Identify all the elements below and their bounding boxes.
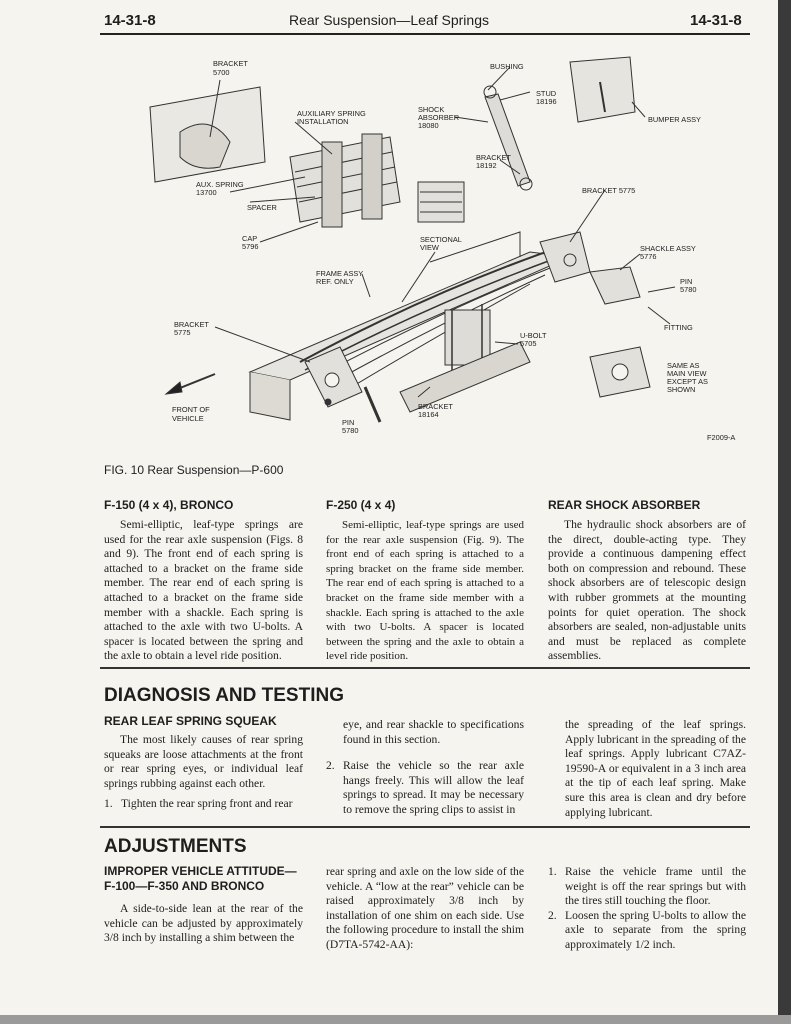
label-pin-bottom: PIN [342,418,355,427]
label-bracket-18192: BRACKET [476,153,511,162]
col2-diagnosis [326,718,524,818]
section-rule-1 [100,667,750,669]
aux-spring-assy [290,137,400,222]
label-same-2: MAIN VIEW [667,369,707,378]
label-bracket-5700-num: 5700 [213,68,230,77]
rear-suspension-diagram [100,42,750,452]
label-bracket-18192-num: 18192 [476,161,497,170]
steps-adjustments [548,865,746,953]
label-same-3: EXCEPT AS [667,377,708,386]
step-2-text: Raise the vehicle so the rear axle hangs freely. This will allow the leaf springs to spread. It may be necessary to remove the spring clips to assist in [343,759,524,816]
step-1-text: Tighten the rear spring front and rear [121,797,293,811]
adjust-step-1-num: 1. [548,865,557,878]
label-bracket-18164-num: 18164 [418,410,439,419]
step-1-num: 1. [104,797,113,811]
subheading-attitude-2: F-100—F-350 AND BRONCO [104,879,265,893]
pin-bottom [365,387,380,422]
label-aux-install-1: AUXILIARY SPRING [297,109,366,118]
label-bushing: BUSHING [490,62,524,71]
step-2-continued: the spreading of the leaf springs. Apply lubricant in the spreading of the leaf springs. Apply lubricant C7AZ-19590-A or equivalent in a 3 inch area at the tip of each leaf spring. Make sure this area is clean and dry before applying lubricant. [565,718,746,819]
label-shock-1: SHOCK [418,105,445,114]
col3-diagnosis [548,718,746,820]
paragraph-f150: Semi-elliptic, leaf-type springs are used for the rear axle suspension (Figs. 8 and 9). The front end of each spring is attached to a bracket on the frame side member. The rear end of each spring is attached to a bracket on the frame side member with a shackle. Each spring is attached to the axle with two U-bolts. A spacer is located between the spring and the axle to obtain a level ride position. [104,518,303,663]
paragraph-shock: The hydraulic shock absorbers are of the direct, double-acting type. They provide a continuous dampening effect both on compression and rebound. These shock absorbers are of telescopic design with rubber grommets at the mounting points for quiet operation. The shock absorbers are sealed, non-adjustable units and must be replaced as complete assemblies. [548,518,746,663]
label-pin-bottom-num: 5780 [342,426,359,435]
label-same-4: SHOWN [667,385,696,394]
adjust-step-2 [548,909,746,953]
steps-diagnosis-col1 [104,797,303,812]
label-ubolt: U-BOLT [520,331,547,340]
heading-diagnosis: DIAGNOSIS AND TESTING [104,685,344,706]
label-aux-spring: AUX. SPRING [196,180,244,189]
page-number-right: 14-31-8 [690,12,742,29]
label-aux-install-2: INSTALLATION [297,117,349,126]
steps-diagnosis-col2 [326,759,524,817]
label-fitting: FITTING [664,323,693,332]
text-shock [548,518,746,664]
label-shackle-num: 5776 [640,252,657,261]
label-cap: CAP [242,234,258,243]
heading-f150: F-150 (4 x 4), BRONCO [104,498,234,512]
label-front-2: VEHICLE [172,414,204,423]
label-front-1: FRONT OF [172,405,210,414]
header-rule [100,33,750,35]
label-spacer: SPACER [247,203,277,212]
label-bumper: BUMPER ASSY [648,115,701,124]
label-same-1: SAME AS [667,361,700,370]
step-1-continued: eye, and rear shackle to specifications found in this section. [343,718,524,746]
adjust-step-2-num: 2. [548,908,557,922]
scan-edge-right [778,0,791,1024]
label-bracket-18164: BRACKET [418,402,453,411]
col3-adjustments [548,865,746,953]
subheading-squeak: REAR LEAF SPRING SQUEAK [104,714,277,728]
step-2 [326,759,524,817]
label-bracket-5775-left: BRACKET [174,320,209,329]
page-number-left: 14-31-8 [104,12,156,29]
paragraph-f250: Semi-elliptic, leaf-type springs are used for the rear axle suspension (Fig. 9). The front end of each spring is attached to a spring bracket on the frame side member. The rear end of each spring is attached to a bracket on the frame side member with a shackle. Each spring is attached to the axle with two U-bolts. A spacer is located between the spring and the axle to obtain a level ride position. [326,519,524,663]
col2-adjustments [326,865,524,953]
shackle-assy [590,267,640,304]
label-bracket-5775-left-num: 5775 [174,328,191,337]
label-stud: STUD [536,89,557,98]
label-shock-num: 18080 [418,121,439,130]
col1-diagnosis [104,733,303,812]
label-shackle: SHACKLE ASSY [640,244,696,253]
shock-absorber [485,94,530,186]
adjust-step-1 [548,865,746,909]
page-title: Rear Suspension—Leaf Springs [288,12,489,28]
step-1 [104,797,303,812]
label-bracket-5775-top: BRACKET 5775 [582,186,636,195]
heading-f250: F-250 (4 x 4) [326,498,396,512]
paragraph-adjust-intro: A side-to-side lean at the rear of the vehicle can be adjusted by approximately 3/8 inch by installing a shim between the [104,902,303,945]
label-pin-right: PIN [680,277,693,286]
label-bracket-5700: BRACKET [213,59,248,68]
label-aux-spring-num: 13700 [196,188,217,197]
scan-edge-bottom [0,1015,791,1024]
adjust-step-2-text: Loosen the spring U-bolts to allow the axle to separate from the spring approximately 1/2 inch. [565,908,746,951]
step-2-num: 2. [326,759,335,773]
label-ubolt-num: 5705 [520,339,537,348]
heading-adjustments: ADJUSTMENTS [104,836,247,857]
label-frame-1: FRAME ASSY [316,269,364,278]
text-f250 [326,518,524,664]
label-cap-num: 5796 [242,242,259,251]
label-shock-2: ABSORBER [418,113,460,122]
subheading-attitude-1: IMPROPER VEHICLE ATTITUDE— [104,864,297,878]
figure-caption: FIG. 10 Rear Suspension—P-600 [104,463,284,477]
adjust-step-1-text: Raise the vehicle frame until the weight is off the rear springs but with the tires still touching the floor. [565,865,746,908]
label-stud-num: 18196 [536,97,557,106]
label-fig-id: F2009-A [707,433,736,442]
paragraph-adjust-continued: rear spring and axle on the low side of the vehicle. A “low at the rear” vehicle can be raised approximately 3/8 inch by installation of one shim on each side. Use the following procedure to install the shim (D7TA-5742-AA): [326,865,524,951]
bumper-assy [570,57,635,122]
label-pin-right-num: 5780 [680,285,697,294]
col1-adjustments [104,902,303,946]
label-sectional-2: VIEW [420,243,439,252]
paragraph-squeak-intro: The most likely causes of rear spring squeaks are loose attachments at the front or rear spring eyes, or individual leaf springs rubbing against each other. [104,733,303,790]
text-f150 [104,518,303,664]
label-frame-2: REF. ONLY [316,277,354,286]
section-rule-2 [100,826,750,828]
heading-shock: REAR SHOCK ABSORBER [548,498,701,512]
label-sectional-1: SECTIONAL [420,235,462,244]
